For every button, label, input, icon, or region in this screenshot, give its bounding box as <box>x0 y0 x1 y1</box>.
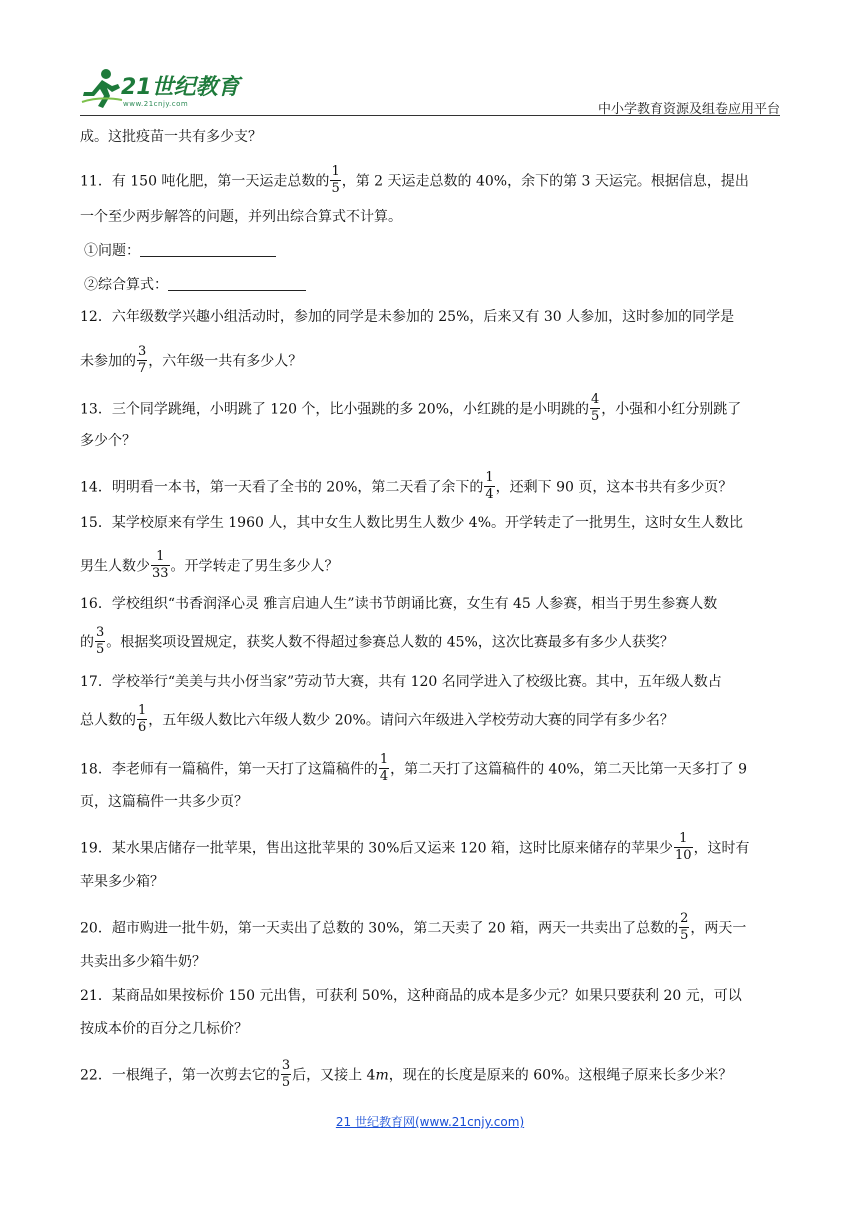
question-21-line-2: 按成本价的百分之几标价？ <box>80 1021 248 1037</box>
fraction: $\frac{1}{33}$ <box>152 549 169 581</box>
question-11-formula: ②综合算式： <box>84 274 306 294</box>
page-header <box>80 64 780 119</box>
fraction: $\frac{1}{4}$ <box>379 752 389 784</box>
question-11-line-2: 一个至少两步解答的问题，并列出综合算式不计算。 <box>80 209 402 225</box>
question-14: 14．明明看一本书，第一天看了全书的 20%，第二天看了余下的 $\frac{1}{4}$ ，还剩下 90 页，这本书共有多少页？ <box>80 470 733 502</box>
question-15-line-2: 男生人数少 $\frac{1}{33}$ 。开学转走了男生多少人？ <box>80 549 339 581</box>
continuation-line: 成。这批疫苗一共有多少支？ <box>80 129 262 145</box>
question-15-line-1: 15．某学校原来有学生 1960 人，其中女生人数比男生人数少 4%。开学转走了一批男生，这时女生人数比 <box>80 515 744 531</box>
answer-blank[interactable] <box>168 276 306 291</box>
question-16-line-1: 16．学校组织“书香润泽心灵 雅言启迪人生”读书节朗诵比赛，女生有 45 人参赛，相当于男生参赛人数 <box>80 596 718 612</box>
question-13-line-1: 13．三个同学跳绳，小明跳了 120 个，比小强跳的多 20%，小红跳的是小明跳的 $\frac{4}{5}$ ，小强和小红分别跳了 <box>80 392 742 424</box>
fraction: $\frac{3}{5}$ <box>281 1058 291 1090</box>
fraction: $\frac{1}{5}$ <box>331 164 340 196</box>
question-17-line-1: 17．学校举行“美美与共小伢当家”劳动节大赛，共有 120 名同学进入了校级比赛。其中，五年级人数占 <box>80 674 722 690</box>
question-18-line-2: 页，这篇稿件一共多少页？ <box>80 794 248 810</box>
fraction: $\frac{3}{5}$ <box>96 625 105 657</box>
question-20-line-2: 共卖出多少箱牛奶？ <box>80 954 206 970</box>
footer-link[interactable]: 21 世纪教育网(www.21cnjy.com) <box>335 1115 525 1129</box>
question-20-line-1: 20．超市购进一批牛奶，第一天卖出了总数的 30%，第二天卖了 20 箱，两天一共卖出了总数的 $\frac{2}{5}$ ，两天一 <box>80 911 747 943</box>
question-18-line-1: 18．李老师有一篇稿件，第一天打了这篇稿件的 $\frac{1}{4}$ ，第二天打了这篇稿件的 40%，第二天比第一天多打了 9 <box>80 752 748 784</box>
question-13-line-2: 多少个？ <box>80 433 136 449</box>
runner-logo-icon <box>80 66 124 110</box>
fraction: $\frac{4}{5}$ <box>591 392 600 424</box>
logo-subtext: www.21cnjy.com <box>123 100 189 108</box>
answer-blank[interactable] <box>140 242 276 257</box>
question-16-line-2: 的 $\frac{3}{5}$ 。根据奖项设置规定，获奖人数不得超过参赛总人数的 45%，这次比赛最多有多少人获奖？ <box>80 625 674 657</box>
question-11-prompt: ①问题： <box>84 240 276 260</box>
question-12-line-2: 未参加的 $\frac{3}{7}$ ，六年级一共有多少人？ <box>80 344 303 376</box>
question-12-line-1: 12．六年级数学兴趣小组活动时，参加的同学是未参加的 25%，后来又有 30 人参加，这时参加的同学是 <box>80 309 735 325</box>
fraction: $\frac{1}{10}$ <box>675 831 692 863</box>
question-11-line-1: 11．有 150 吨化肥，第一天运走总数的 $\frac{1}{5}$ ，第 2 天运走总数的 40%，余下的第 3 天运完。根据信息，提出 <box>80 164 749 196</box>
fraction: $\frac{2}{5}$ <box>680 911 689 943</box>
fraction: $\frac{1}{4}$ <box>485 470 494 502</box>
question-19-line-1: 19．某水果店储存一批苹果，售出这批苹果的 30%后又运来 120 箱，这时比原来储存的苹果少 $\frac{1}{10}$ ，这时有 <box>80 831 750 863</box>
fraction: $\frac{3}{7}$ <box>138 344 147 376</box>
question-21-line-1: 21．某商品如果按标价 150 元出售，可获利 50%，这种商品的成本是多少元？如果只要获利 20 元，可以 <box>80 988 742 1004</box>
question-17-line-2: 总人数的 $\frac{1}{6}$ ，五年级人数比六年级人数少 20%。请问六年级进入学校劳动大赛的同学有多少名？ <box>80 703 674 735</box>
header-divider <box>80 115 780 116</box>
question-22: 22．一根绳子，第一次剪去它的 $\frac{3}{5}$ 后，又接上 4m，现在的长度是原来的 60%。这根绳子原来长多少米？ <box>80 1058 733 1090</box>
logo-text: 21世纪教育 <box>121 75 240 100</box>
page-footer <box>0 1113 860 1130</box>
logo <box>80 66 255 112</box>
question-19-line-2: 苹果多少箱？ <box>80 874 164 890</box>
fraction: $\frac{1}{6}$ <box>138 703 147 735</box>
platform-title: 中小学教育资源及组卷应用平台 <box>597 102 780 117</box>
